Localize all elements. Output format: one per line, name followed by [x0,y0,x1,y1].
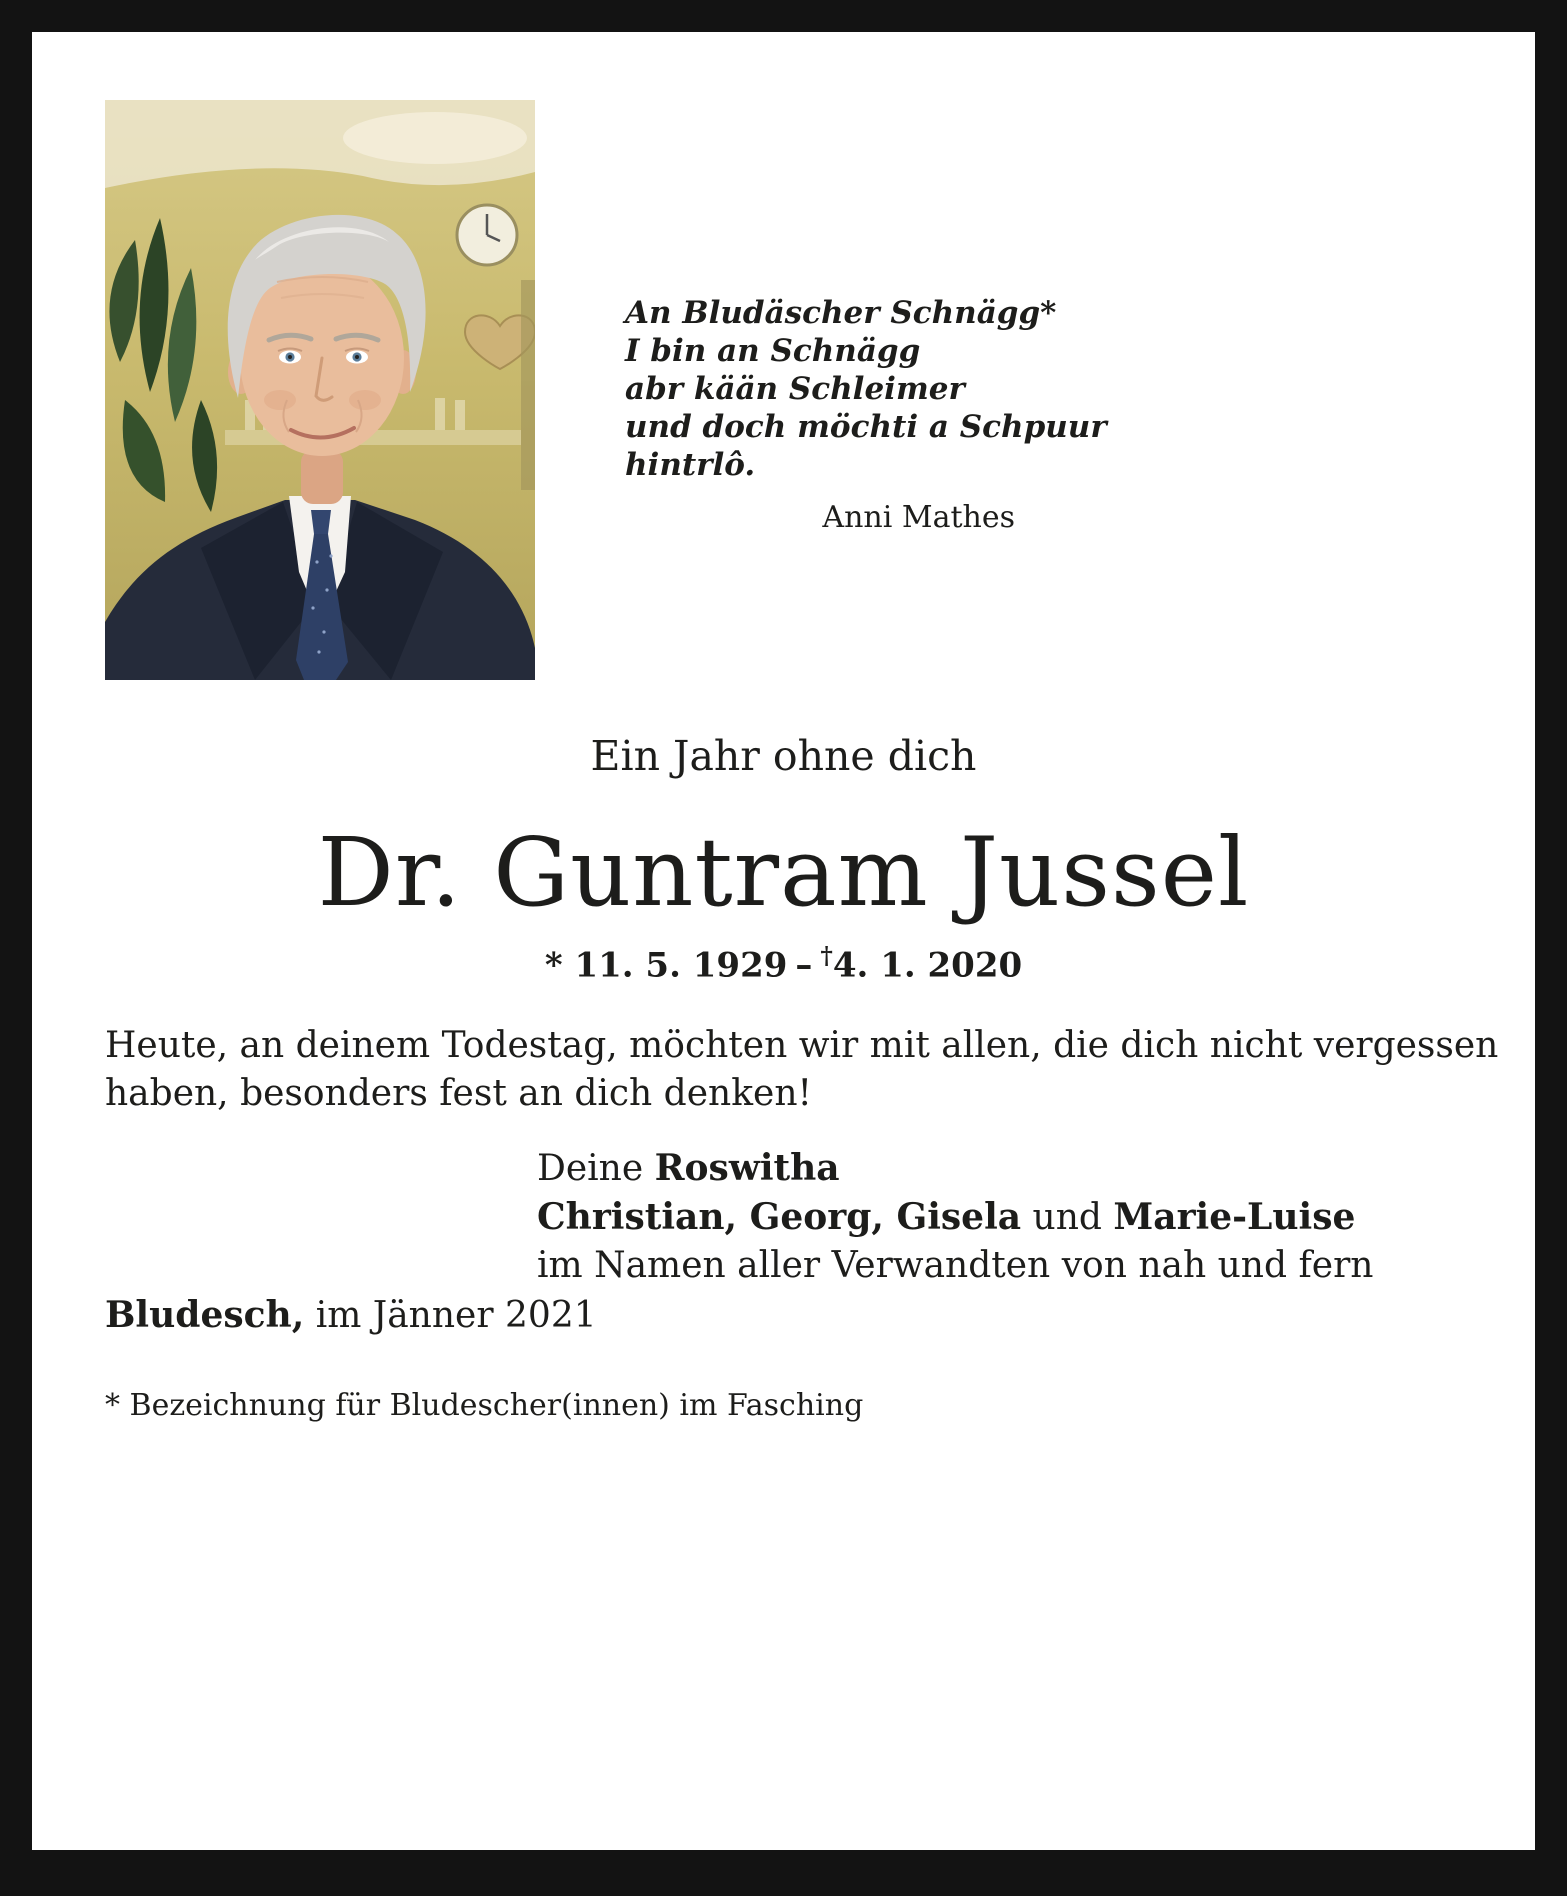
deceased-name: Dr. Guntram Jussel [317,818,1250,928]
dates-separator: – [795,945,813,986]
family-name: Marie-Luise [1113,1196,1356,1239]
dagger-symbol: † [820,942,833,970]
family-line: im Namen aller Verwandten von nah und fern [537,1245,1374,1287]
family-prefix: Deine [537,1148,655,1189]
poem-line: abr kään Schleimer [625,371,965,407]
issue-date: im Jänner 2021 [304,1295,597,1336]
place-name: Bludesch, [105,1294,305,1336]
poem-author: Anni Mathes [822,500,1015,535]
message-line: Heute, an deinem Todestag, möchten wir mit allen, die dich nicht vergessen [105,1025,1499,1066]
memorial-subtitle: Ein Jahr ohne dich [590,732,977,780]
birth-date: * 11. 5. 1929 [544,945,788,986]
ceiling-light [343,112,527,164]
family-line [537,1144,1374,1193]
poem-line: hintrlô. [625,447,756,483]
memorial-message [105,1022,1505,1117]
footnote: * Bezeichnung für Bludescher(innen) im Fasching [105,1388,864,1423]
portrait-illustration [105,100,535,680]
portrait-photo [105,100,535,680]
message-line: haben, besonders fest an dich denken! [105,1072,812,1114]
poem-line: I bin an Schnägg [625,333,921,369]
place-and-date [105,1294,597,1336]
family-conjunction: und [1021,1197,1114,1239]
poem-block [625,294,1107,535]
poem-line: An Bludäscher Schnägg* [625,295,1057,331]
death-date: 4. 1. 2020 [832,945,1023,986]
family-signature [537,1144,1374,1291]
family-names: Christian, Georg, Gisela [537,1196,1022,1239]
family-name: Roswitha [654,1147,840,1189]
life-dates [32,942,1535,985]
clock-decoration [457,205,517,265]
family-line [537,1193,1374,1242]
poem-line: und doch möchti a Schpuur [625,409,1107,445]
